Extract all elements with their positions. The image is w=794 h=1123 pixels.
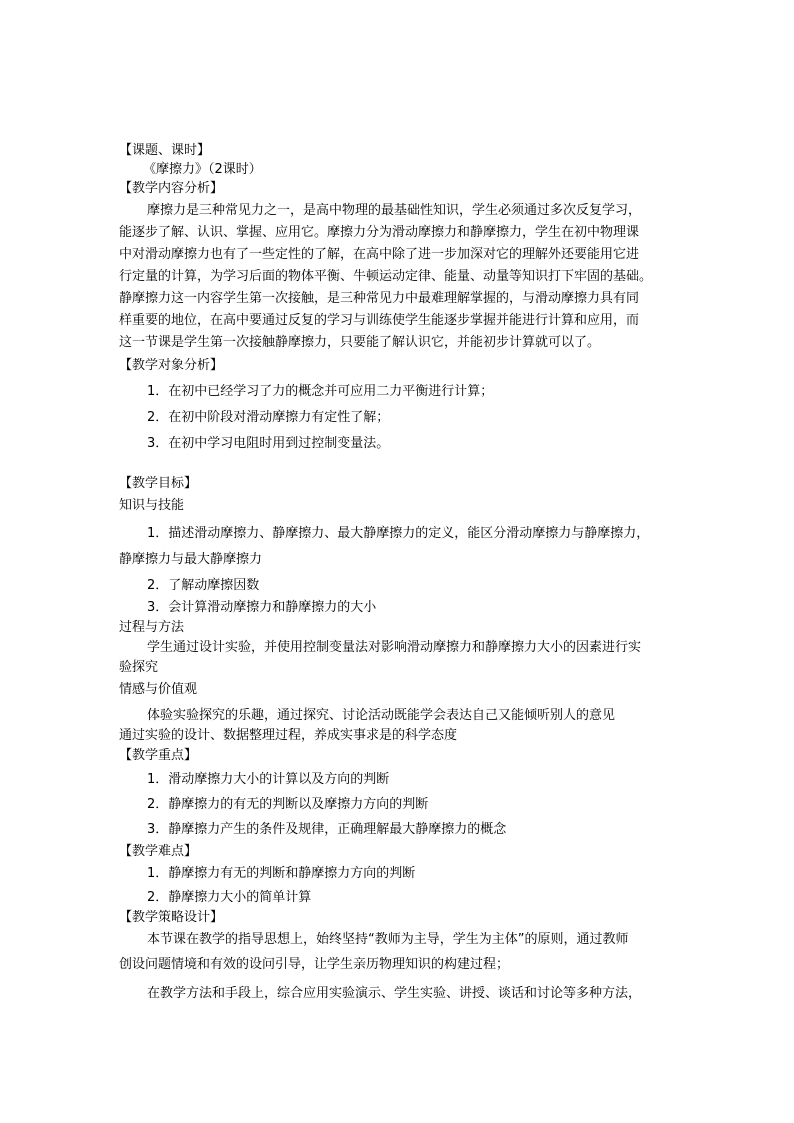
knowledge-item: 2．了解动摩擦因数 <box>147 578 260 593</box>
knowledge-item: 3．会计算滑动摩擦力和静摩擦力的大小 <box>147 600 377 615</box>
difficult-item: 1．静摩擦力有无的判断和静摩擦力方向的判断 <box>147 866 416 881</box>
target-item: 3．在初中学习电阻时用到过控制变量法。 <box>147 436 390 451</box>
content-line: 行定量的计算，为学习后面的物体平衡、牛顿运动定律、能量、动量等知识打下牢固的基础。 <box>119 269 653 284</box>
heading-target-analysis: 【教学对象分析】 <box>119 358 224 373</box>
heading-strategy: 【教学策略设计】 <box>119 910 224 925</box>
target-item: 2．在初中阶段对滑动摩擦力有定性了解； <box>147 410 390 425</box>
strategy-line: 在教学方法和手段上，综合应用实验演示、学生实验、讲授、谈话和讨论等多种方法， <box>147 986 642 1001</box>
key-item: 2．静摩擦力的有无的判断以及摩擦力方向的判断 <box>147 797 429 812</box>
heading-lesson: 【课题、课时】 <box>119 143 211 158</box>
process-line: 验探究 <box>119 660 159 675</box>
knowledge-item-continuation: 静摩擦力与最大静摩擦力 <box>119 552 263 567</box>
content-line: 中对滑动摩擦力也有了一些定性的了解，在高中除了进一步加深对它的理解外还要能用它进 <box>119 247 640 262</box>
content-line: 这一节课是学生第一次接触静摩擦力，只要能了解认识它，并能初步计算就可以了。 <box>119 335 601 350</box>
key-item: 1．滑动摩擦力大小的计算以及方向的判断 <box>147 772 390 787</box>
subheading-knowledge: 知识与技能 <box>119 498 185 513</box>
strategy-line: 本节课在教学的指导思想上，始终坚持“教师为主导，学生为主体”的原则，通过教师 <box>147 932 629 947</box>
target-item: 1．在初中已经学习了力的概念并可应用二力平衡进行计算； <box>147 384 494 399</box>
knowledge-item: 1．描述滑动摩擦力、静摩擦力、最大静摩擦力的定义，能区分滑动摩擦力与静摩擦力， <box>147 526 650 541</box>
emotion-line: 体验实验探究的乐趣，通过探究、讨论活动既能学会表达自己又能倾听别人的意见 <box>147 708 616 723</box>
heading-key-points: 【教学重点】 <box>119 748 198 763</box>
content-line: 样重要的地位，在高中要通过反复的学习与训练使学生能逐步掌握并能进行计算和应用，而 <box>119 313 640 328</box>
subheading-process: 过程与方法 <box>119 620 185 635</box>
key-item: 3．静摩擦力产生的条件及规律，正确理解最大静摩擦力的概念 <box>147 822 507 837</box>
content-line: 能逐步了解、认识、掌握、应用它。摩擦力分为滑动摩擦力和静摩擦力，学生在初中物理课 <box>119 225 640 240</box>
lesson-name: 《摩擦力》（2课时） <box>143 162 262 177</box>
content-line: 静摩擦力这一内容学生第一次接触，是三种常见力中最难理解掌握的，与滑动摩擦力具有同 <box>119 291 640 306</box>
strategy-line: 创设问题情境和有效的设问引导，让学生亲历物理知识的构建过程； <box>119 957 510 972</box>
content-line: 摩擦力是三种常见力之一，是高中物理的最基础性知识，学生必须通过多次反复学习， <box>147 203 642 218</box>
subheading-emotion: 情感与价值观 <box>119 682 198 697</box>
heading-content-analysis: 【教学内容分析】 <box>119 181 224 196</box>
emotion-line: 通过实验的设计、数据整理过程，养成实事求是的科学态度 <box>119 728 458 743</box>
heading-goals: 【教学目标】 <box>119 476 198 491</box>
difficult-item: 2．静摩擦力大小的简单计算 <box>147 890 312 905</box>
heading-difficult-points: 【教学难点】 <box>119 844 198 859</box>
process-line: 学生通过设计实验，并使用控制变量法对影响滑动摩擦力和静摩擦力大小的因素进行实 <box>147 640 642 655</box>
